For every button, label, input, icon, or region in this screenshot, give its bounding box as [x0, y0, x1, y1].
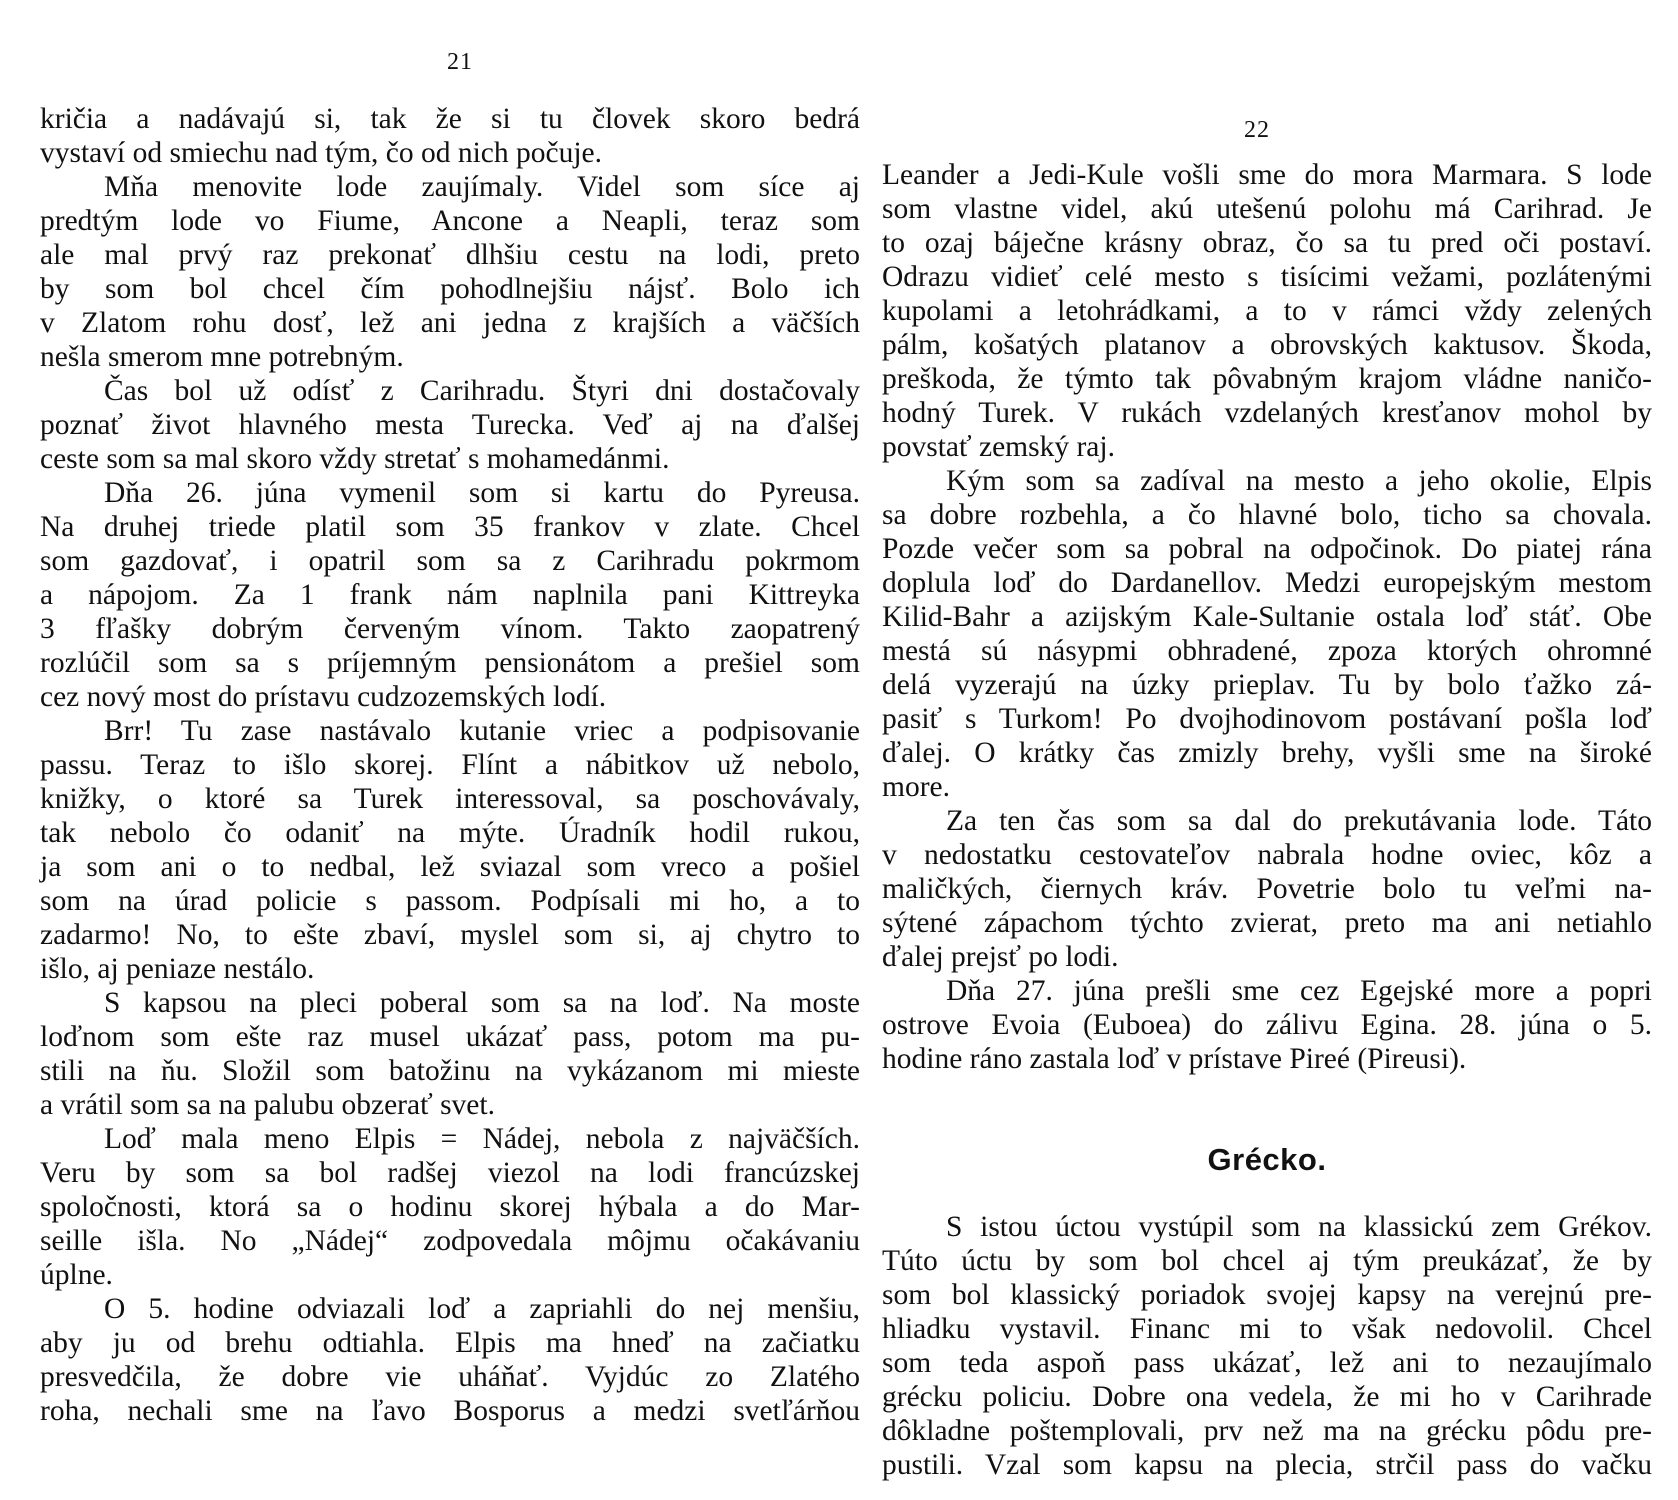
- text-line: Pozde večer som sa pobral na odpočinok. Do piatej rána: [882, 533, 1652, 565]
- text-line: Mňa menovite lode zaujímaly. Videl som síce aj: [104, 171, 860, 203]
- text-line: delá vyzerajú na úzky prieplav. Tu by bolo ťažko zá-: [882, 669, 1652, 701]
- text-line: Na druhej triede platil som 35 frankov v zlate. Chcel: [40, 511, 860, 543]
- text-line: a nápojom. Za 1 frank nám naplnila pani Kittreyka: [40, 579, 860, 611]
- text-line: presvedčila, že dobre vie uháňať. Vyjdúc zo Zlatého: [40, 1361, 860, 1393]
- text-line: som vlastne videl, akú utešenú polohu má Carihrad. Je: [882, 193, 1652, 225]
- right-page-text-bottom: [882, 1210, 1652, 1482]
- page-number: 21: [447, 49, 473, 75]
- text-line: seille išla. No „Nádej“ zodpovedala môjmu očakávaniu: [40, 1225, 860, 1257]
- left-page: [40, 44, 860, 1428]
- text-line: pálm, košatých platanov a obrovských kaktusov. Škoda,: [882, 329, 1652, 361]
- text-line: more.: [882, 771, 950, 803]
- text-line: spoločnosti, ktorá sa o hodinu skorej hýbala a do Mar-: [40, 1191, 860, 1223]
- text-line: Veru by som sa bol radšej viezol na lodi francúzskej: [40, 1157, 860, 1189]
- text-line: mestá sú násypmi obhradené, zpoza ktorých ohromné: [882, 635, 1652, 667]
- text-line: loďnom som ešte raz musel ukázať pass, potom ma pu-: [40, 1021, 860, 1053]
- text-line: kupolami a letohrádkami, a to v rámci vždy zelených: [882, 295, 1652, 327]
- text-line: grécku policiu. Dobre ona vedela, že mi ho v Carihrade: [882, 1381, 1652, 1413]
- section-heading: Grécko.: [1207, 1142, 1327, 1177]
- text-line: Dňa 26. júna vymenil som si kartu do Pyreusa.: [104, 477, 860, 509]
- text-line: vystaví od smiechu nad tým, čo od nich počuje.: [40, 137, 603, 169]
- text-line: hliadku vystavil. Financ mi to však nedovolil. Chcel: [882, 1313, 1652, 1345]
- text-line: kričia a nadávajú si, tak že si tu človek skoro bedrá: [40, 103, 860, 135]
- text-line: tak nebolo čo odaniť na mýte. Úradník hodil rukou,: [40, 817, 860, 849]
- text-line: Loď mala meno Elpis = Nádej, nebola z najväčších.: [104, 1123, 860, 1155]
- text-line: passu. Teraz to išlo skorej. Flínt a nábitkov už nebolo,: [40, 749, 860, 781]
- text-line: ja som ani o to nedbal, lež sviazal som vreco a pošiel: [40, 851, 860, 883]
- text-line: som na úrad policie s passom. Podpísali mi ho, a to: [40, 885, 860, 917]
- text-line: som bol klassický poriadok svojej kapsy na verejnú pre-: [882, 1279, 1652, 1311]
- text-line: S kapsou na pleci poberal som sa na loď. Na moste: [104, 987, 860, 1019]
- right-page-text-top: [882, 158, 1652, 1076]
- text-line: Kilid-Bahr a azijským Kale-Sultanie ostala loď stáť. Obe: [882, 601, 1652, 633]
- text-line: úplne.: [40, 1259, 113, 1291]
- text-line: v nedostatku cestovateľov nabrala hodne oviec, kôz a: [882, 839, 1652, 871]
- text-line: som teda aspoň pass ukázať, lež ani to nezaujímalo: [882, 1347, 1652, 1379]
- text-line: ďalej prejsť po lodi.: [882, 941, 1119, 973]
- text-line: hodný Turek. V rukách vzdelaných kresťanov mohol by: [882, 397, 1652, 429]
- text-line: maličkých, čiernych kráv. Povetrie bolo tu veľmi na-: [882, 873, 1652, 905]
- text-line: ceste som sa mal skoro vždy stretať s mohamedánmi.: [40, 443, 670, 475]
- text-line: Dňa 27. júna prešli sme cez Egejské more a popri: [946, 975, 1652, 1007]
- text-line: O 5. hodine odviazali loď a zapriahli do nej menšiu,: [104, 1293, 860, 1325]
- text-line: 3 fľašky dobrým červeným vínom. Takto zaopatrený: [40, 613, 860, 645]
- text-line: stili na ňu. Složil som batožinu na vykázanom mi mieste: [40, 1055, 860, 1087]
- text-line: predtým lode vo Fiume, Ancone a Neapli, teraz som: [40, 205, 860, 237]
- page-number: 22: [1244, 117, 1270, 143]
- text-line: nešla smerom mne potrebným.: [40, 341, 404, 373]
- text-line: sa dobre rozbehla, a čo hlavné bolo, ticho sa chovala.: [882, 499, 1652, 531]
- text-line: Za ten čas som sa dal do prekutávania lode. Táto: [946, 805, 1652, 837]
- text-line: Leander a Jedi-Kule vošli sme do mora Marmara. S lode: [882, 159, 1652, 191]
- text-line: rozlúčil som sa s príjemným pensionátom a prešiel som: [40, 647, 860, 679]
- text-line: Kým som sa zadíval na mesto a jeho okolie, Elpis: [946, 465, 1652, 497]
- text-line: doplula loď do Dardanellov. Medzi europejským mestom: [882, 567, 1652, 599]
- text-line: ale mal prvý raz prekonať dlhšiu cestu na lodi, preto: [40, 239, 860, 271]
- text-line: dôkladne poštemplovali, prv než ma na grécku pôdu pre-: [882, 1415, 1652, 1447]
- text-line: a vrátil som sa na palubu obzerať svet.: [40, 1089, 495, 1121]
- text-line: pustili. Vzal som kapsu na plecia, strčil pass do vačku: [882, 1449, 1652, 1481]
- text-line: Odrazu vidieť celé mesto s tisícimi vežami, pozlátenými: [882, 261, 1652, 293]
- text-line: preškoda, že týmto tak pôvabným krajom vládne naničo-: [882, 363, 1652, 395]
- text-line: sýtené zápachom týchto zvierat, preto ma ani netiahlo: [882, 907, 1652, 939]
- text-line: pasiť s Turkom! Po dvojhodinovom postávaní pošla loď: [882, 703, 1652, 735]
- text-line: roha, nechali sme na ľavo Bosporus a medzi svetľárňou: [40, 1395, 860, 1427]
- text-line: aby ju od brehu odtiahla. Elpis ma hneď na začiatku: [40, 1327, 860, 1359]
- left-page-text: [40, 102, 860, 1428]
- text-line: v Zlatom rohu dosť, lež ani jedna z krajších a väčších: [40, 307, 860, 339]
- text-line: ostrove Evoia (Euboea) do zálivu Egina. 28. júna o 5.: [882, 1009, 1652, 1041]
- text-line: poznať život hlavného mesta Turecka. Veď aj na ďalšej: [40, 409, 860, 441]
- text-line: som gazdovať, i opatril som sa z Carihradu pokrmom: [40, 545, 860, 577]
- text-line: išlo, aj peniaze nestálo.: [40, 953, 315, 985]
- text-line: S istou úctou vystúpil som na klassickú zem Grékov.: [946, 1211, 1652, 1243]
- text-line: hodine ráno zastala loď v prístave Pireé (Pireusi).: [882, 1043, 1467, 1075]
- text-line: cez nový most do prístavu cudzozemských lodí.: [40, 681, 607, 713]
- text-line: Brr! Tu zase nastávalo kutanie vriec a podpisovanie: [104, 715, 860, 747]
- text-line: ďalej. O krátky čas zmizly brehy, vyšli sme na široké: [882, 737, 1652, 769]
- text-line: povstať zemský raj.: [882, 431, 1115, 463]
- right-page: [882, 112, 1652, 1482]
- text-line: knižky, o ktoré sa Turek interessoval, sa poschovávaly,: [40, 783, 860, 815]
- text-line: to ozaj báječne krásny obraz, čo sa tu pred oči postaví.: [882, 227, 1652, 259]
- text-line: Čas bol už odísť z Carihradu. Štyri dni dostačovaly: [104, 375, 860, 407]
- text-line: zadarmo! No, to ešte zbaví, myslel som si, aj chytro to: [40, 919, 860, 951]
- text-line: by som bol chcel čím pohodlnejšiu nájsť. Bolo ich: [40, 273, 860, 305]
- text-line: Túto úctu by som bol chcel aj tým preukázať, že by: [882, 1245, 1652, 1277]
